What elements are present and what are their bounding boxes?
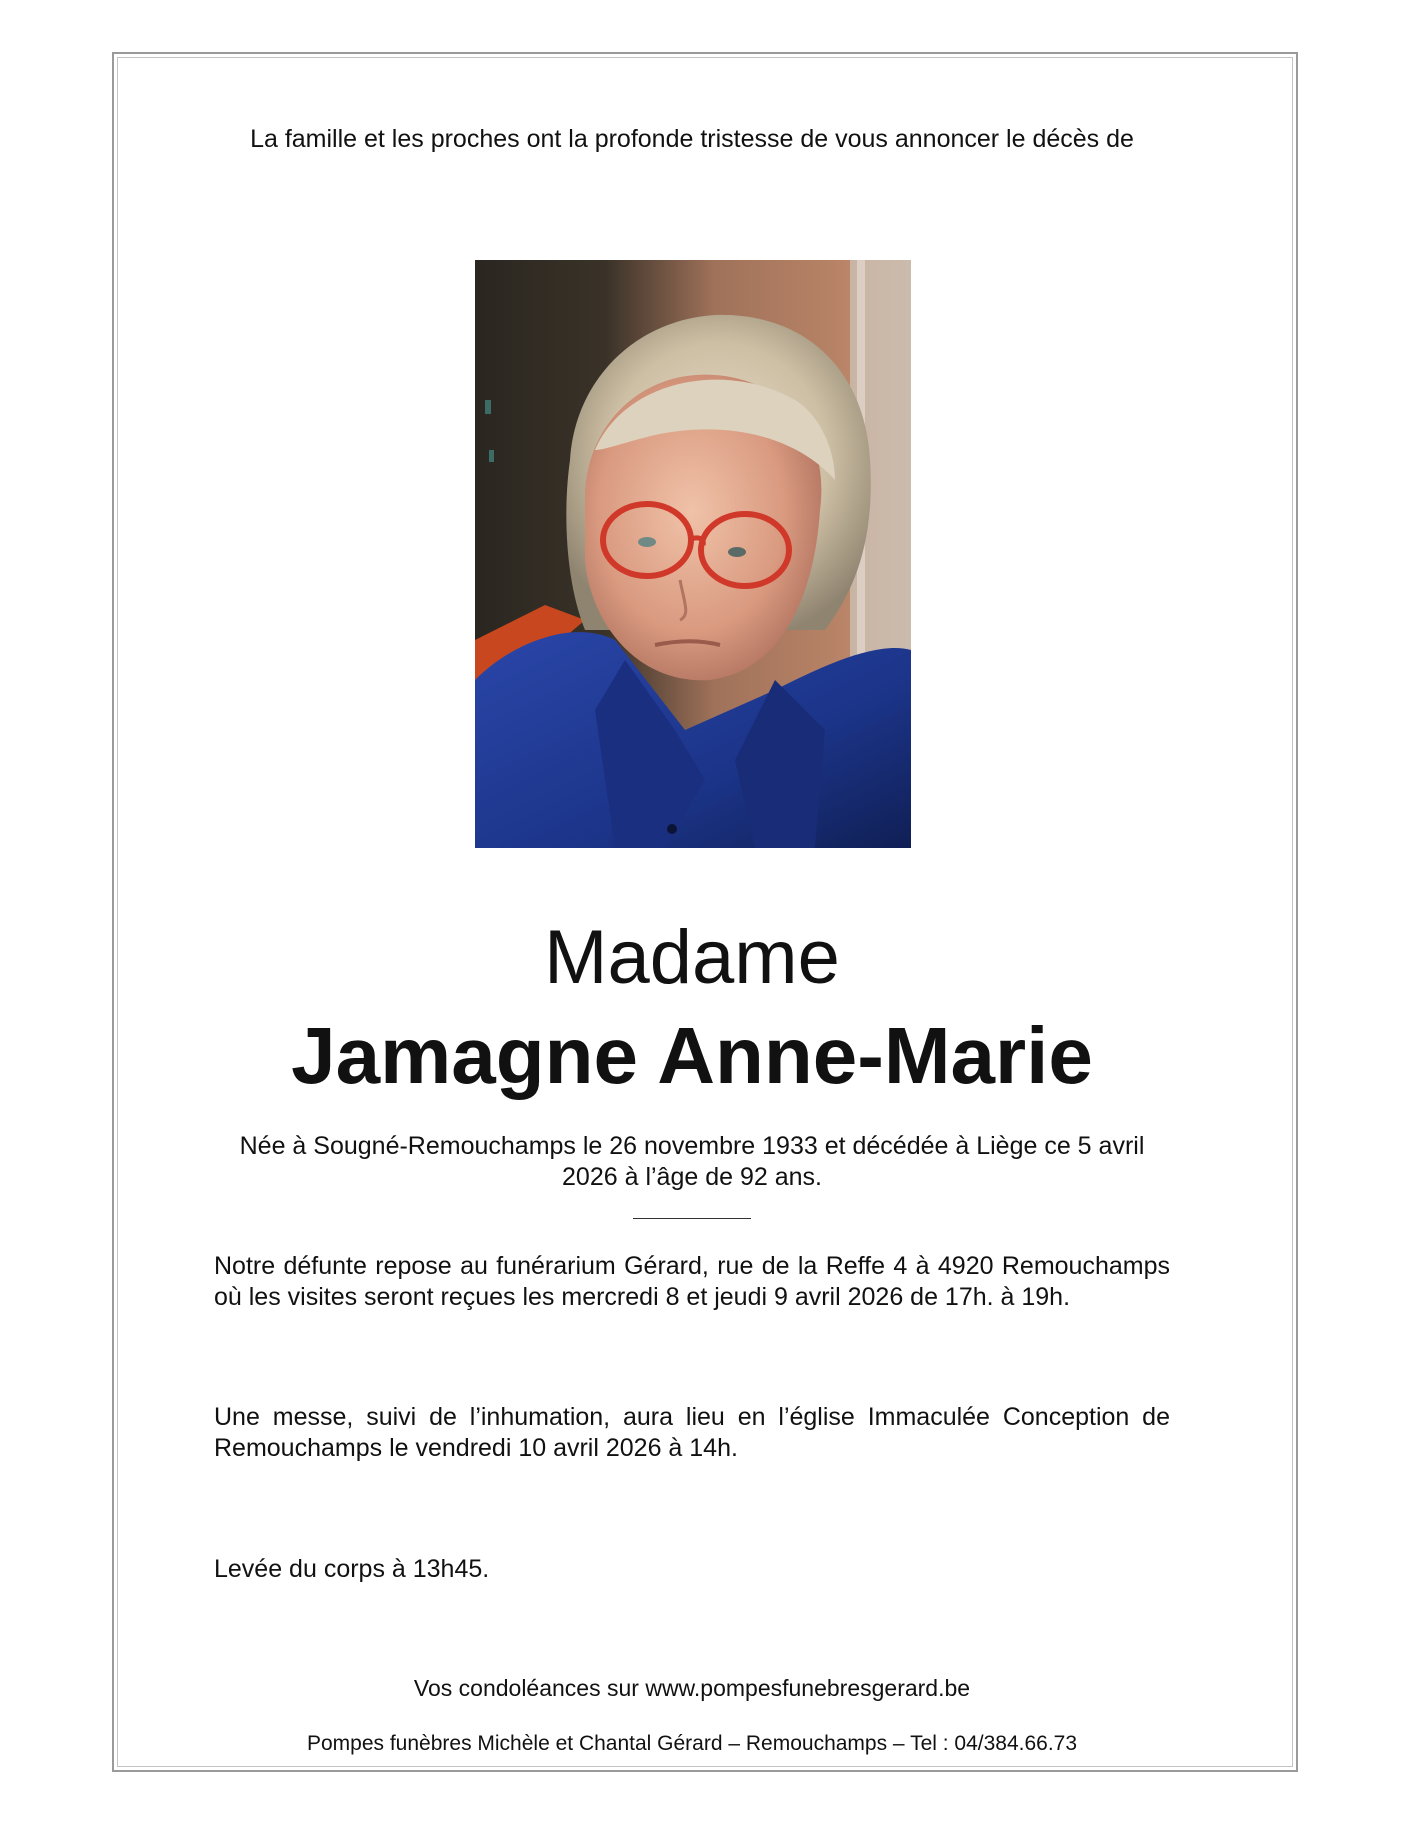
intro-text: La famille et les proches ont la profonde tristesse de vous annoncer le décès de bbox=[250, 125, 1134, 153]
condolences-link-text: Vos condoléances sur www.pompesfunebresgerard.be bbox=[413, 1675, 971, 1701]
body-removal-paragraph: Levée du corps à 13h45. bbox=[214, 1555, 490, 1583]
visitation-paragraph: Notre défunte repose au funérarium Gérard, rue de la Reffe 4 à 4920 Remouchamps où les visites seront reçues les mercredi 8 et jeudi 9 avril 2026 de 17h. à 19h. bbox=[214, 1252, 1170, 1311]
title-madame: Madame bbox=[544, 915, 840, 1000]
deceased-name: Jamagne Anne-Marie bbox=[291, 1011, 1093, 1100]
mass-paragraph: Une messe, suivi de l’inhumation, aura lieu en l’église Immaculée Conception de Remouchamps le vendredi 10 avril 2026 à 14h. bbox=[214, 1403, 1170, 1462]
portrait-photo bbox=[475, 260, 911, 848]
birth-death-details: Née à Sougné-Remouchamps le 26 novembre 1933 et décédée à Liège ce 5 avril 2026 à l’âge de 92 ans. bbox=[239, 1132, 1145, 1191]
separator-line bbox=[633, 1218, 751, 1219]
funeral-home-footer: Pompes funèbres Michèle et Chantal Gérard – Remouchamps – Tel : 04/384.66.73 bbox=[306, 1732, 1078, 1755]
